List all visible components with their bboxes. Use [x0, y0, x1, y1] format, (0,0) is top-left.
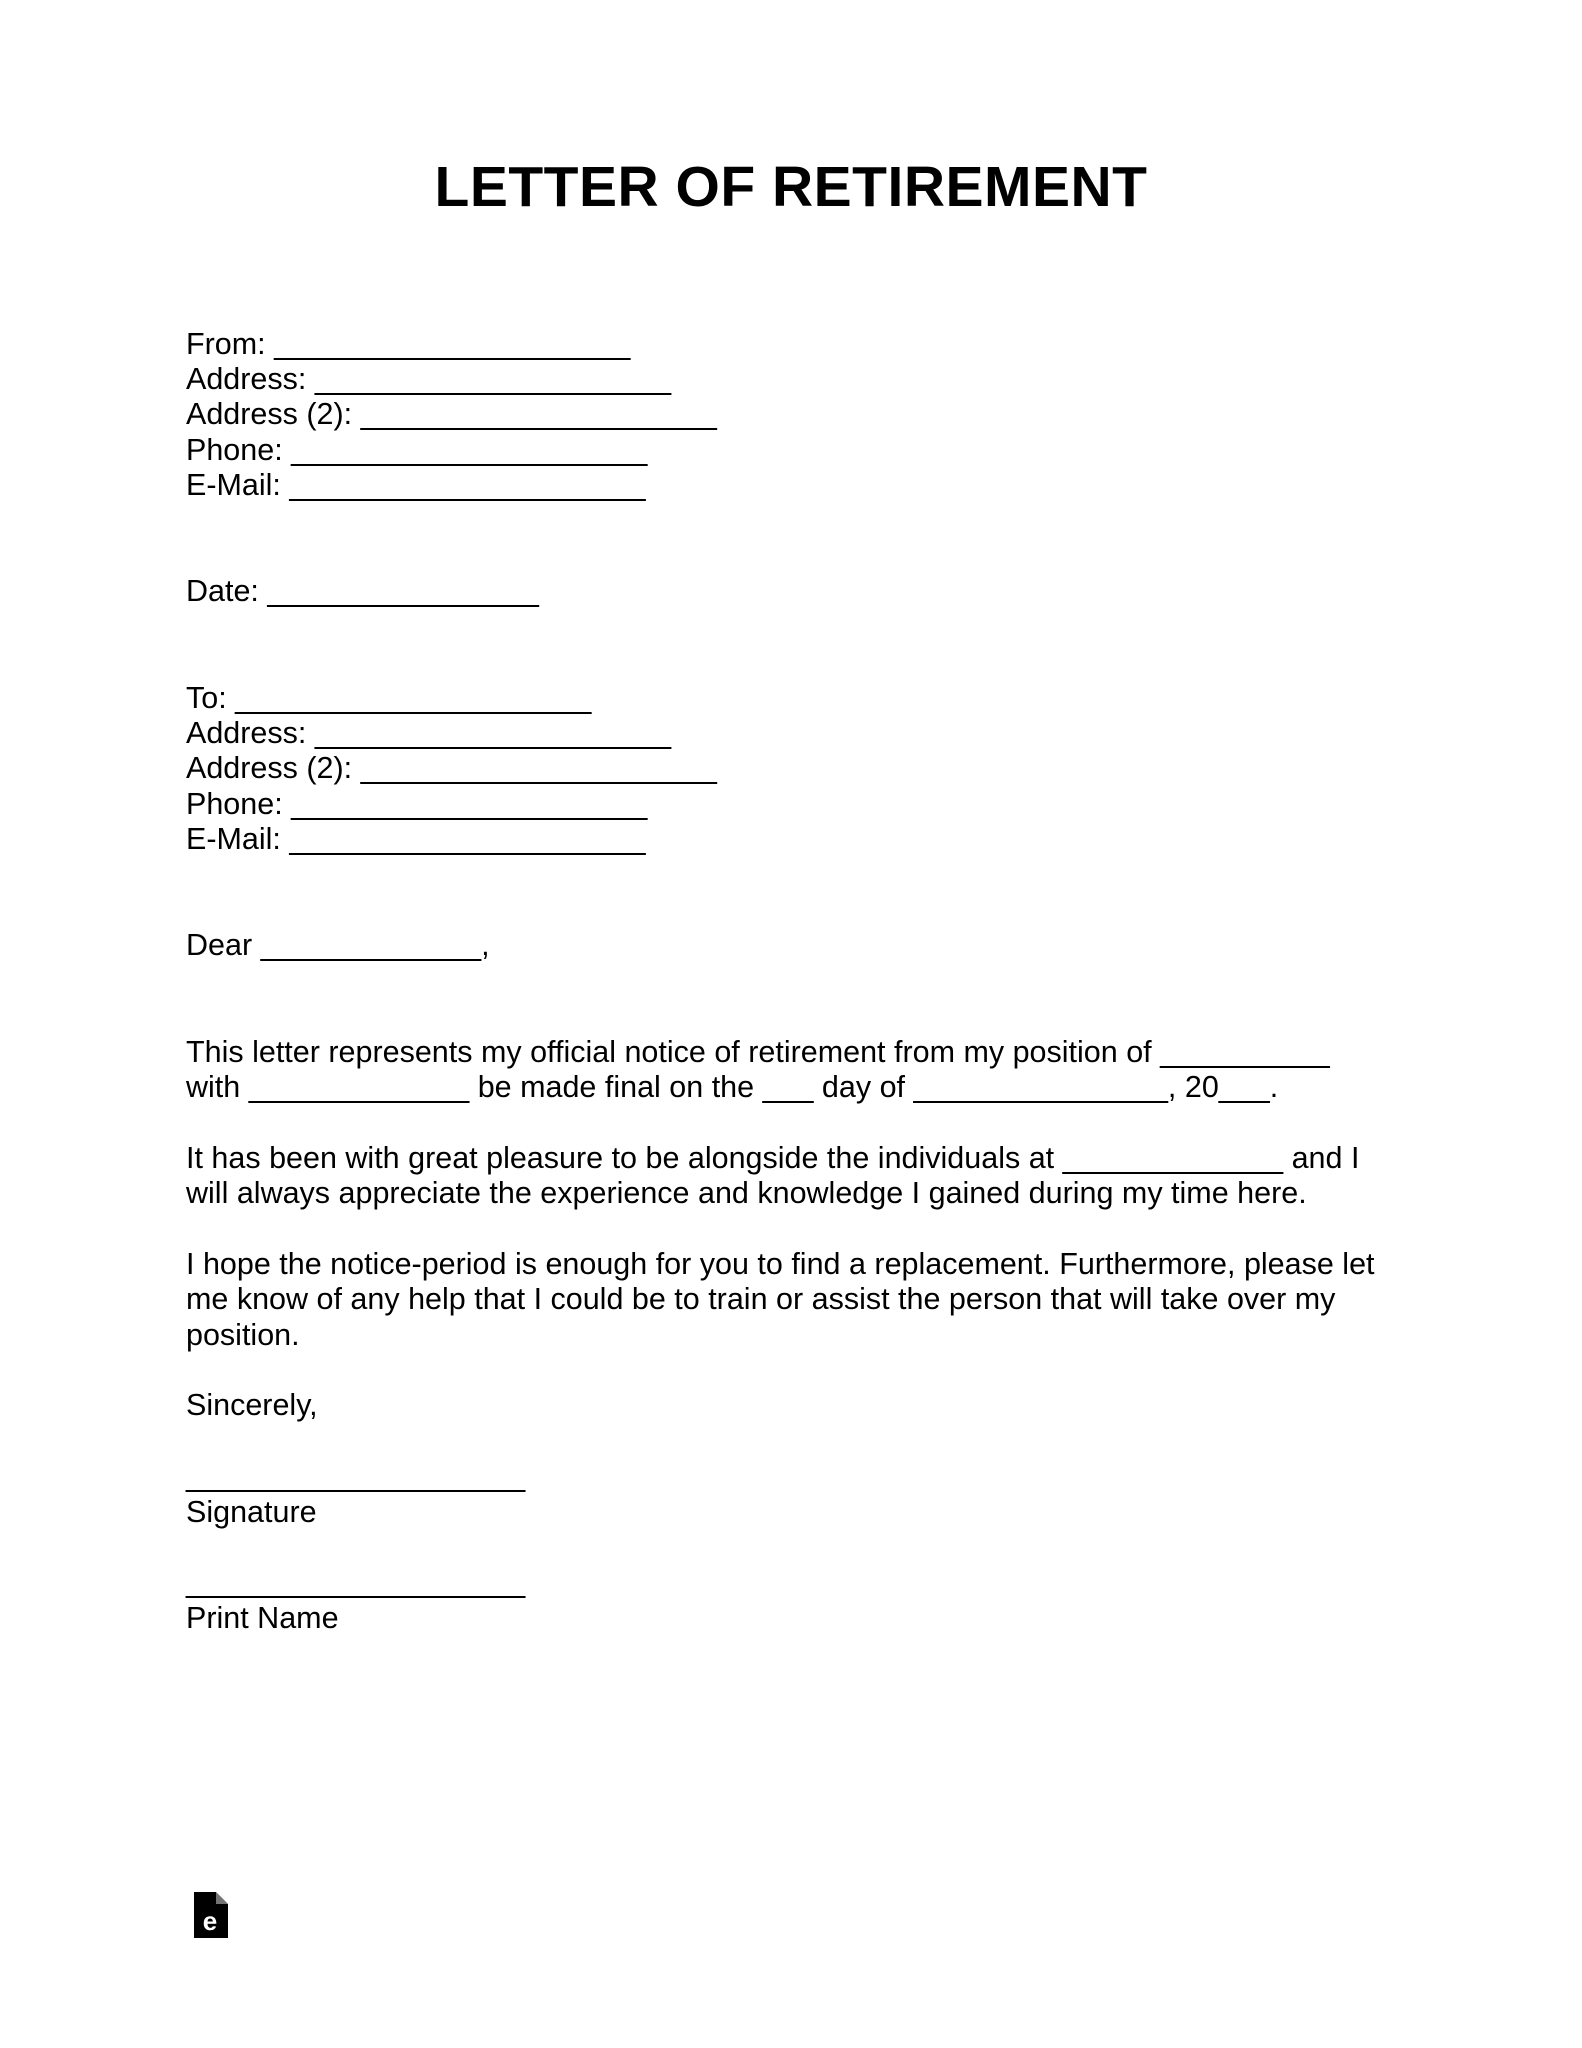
recipient-to-field: To: _____________________ [186, 681, 592, 715]
paragraph3-line: me know of any help that I could be to train or assist the person that will take over my [186, 1282, 1336, 1316]
sender-phone-field: Phone: _____________________ [186, 433, 648, 467]
salutation: Dear _____________, [186, 928, 490, 962]
recipient-address-field: Address: _____________________ [186, 716, 672, 750]
recipient-phone-field: Phone: _____________________ [186, 787, 648, 821]
eforms-logo-icon [194, 1892, 228, 1938]
print-name-line: ____________________ [186, 1565, 526, 1599]
paragraph2-line: It has been with great pleasure to be alongside the individuals at _____________ and I [186, 1141, 1360, 1175]
sender-from-field: From: _____________________ [186, 327, 631, 361]
date-field: Date: ________________ [186, 574, 539, 608]
paragraph3-line: I hope the notice-period is enough for you to find a replacement. Furthermore, please let [186, 1247, 1375, 1281]
paragraph2-line: will always appreciate the experience and knowledge I gained during my time here. [186, 1176, 1307, 1210]
sender-address-field: Address: _____________________ [186, 362, 672, 396]
signature-label: Signature [186, 1495, 317, 1529]
sender-email-field: E-Mail: _____________________ [186, 468, 646, 502]
print-name-label: Print Name [186, 1601, 339, 1635]
recipient-address2-field: Address (2): _____________________ [186, 751, 717, 785]
closing: Sincerely, [186, 1388, 318, 1422]
sender-address2-field: Address (2): _____________________ [186, 397, 717, 431]
recipient-email-field: E-Mail: _____________________ [186, 822, 646, 856]
document-title: LETTER OF RETIREMENT [434, 155, 1148, 219]
paragraph1-line: with _____________ be made final on the ___ day of _______________, 20___. [186, 1070, 1279, 1104]
paragraph3-line: position. [186, 1318, 300, 1352]
paragraph1-line: This letter represents my official notice of retirement from my position of __________ [186, 1035, 1330, 1069]
signature-line: ____________________ [186, 1459, 526, 1493]
svg-text:e: e [202, 1906, 218, 1936]
